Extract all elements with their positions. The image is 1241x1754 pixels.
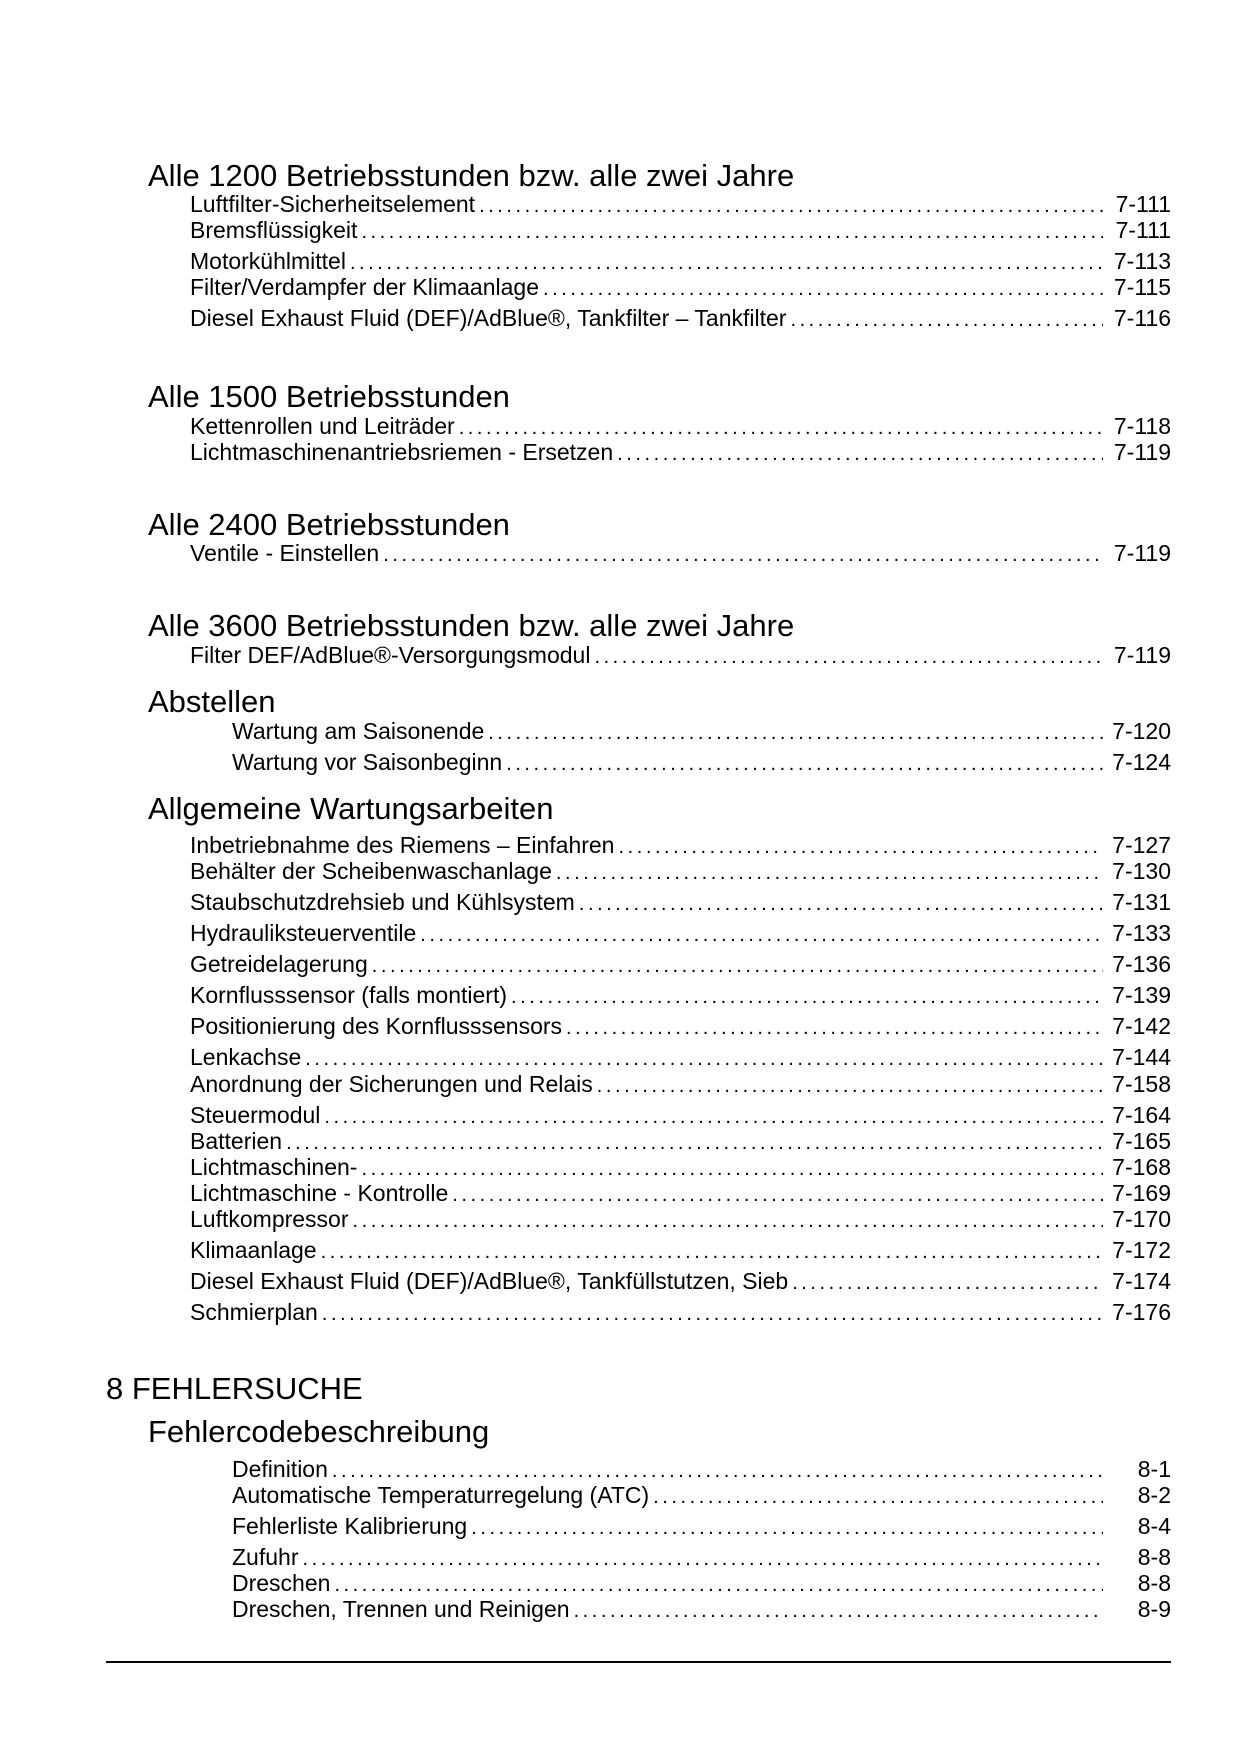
dot-leader — [566, 1014, 1103, 1042]
toc-entry-page: 7-142 — [1112, 1013, 1171, 1039]
toc-entry-page: 7-130 — [1112, 858, 1171, 884]
toc-entry-label: Fehlerliste Kalibrierung — [232, 1513, 468, 1539]
toc-entry-page: 7-118 — [1113, 413, 1171, 439]
toc-entry-page: 8-8 — [1137, 1570, 1171, 1596]
toc-entry[interactable] — [232, 717, 1171, 747]
dot-leader — [617, 440, 1103, 468]
dot-leader — [511, 983, 1103, 1011]
toc-entry-page: 8-9 — [1137, 1596, 1171, 1622]
toc-entry-label: Definition — [232, 1456, 328, 1482]
toc-entry[interactable] — [190, 1267, 1171, 1297]
toc-entry[interactable] — [190, 857, 1171, 887]
toc-entry-page: 7-136 — [1112, 951, 1171, 977]
dot-leader — [556, 859, 1103, 887]
toc-entry-page: 7-172 — [1112, 1237, 1171, 1263]
toc-entry[interactable] — [190, 981, 1171, 1011]
toc-entry-page: 7-113 — [1113, 248, 1171, 274]
toc-entry-page: 7-165 — [1112, 1128, 1171, 1154]
toc-entry[interactable] — [190, 919, 1171, 949]
toc-entry-label: Klimaanlage — [190, 1237, 317, 1263]
dot-leader — [322, 1300, 1103, 1328]
section-heading: Alle 2400 Betriebsstunden — [148, 507, 510, 542]
toc-entry-page: 7-119 — [1113, 540, 1171, 566]
toc-entry-page: 7-111 — [1115, 191, 1171, 217]
toc-entry-label: Ventile - Einstellen — [190, 540, 380, 566]
toc-entry-label: Batterien — [190, 1128, 283, 1154]
toc-entry-label: Dreschen — [232, 1570, 331, 1596]
toc-entry[interactable] — [190, 1043, 1171, 1073]
toc-entry-label: Schmierplan — [190, 1299, 318, 1325]
section-heading: Fehlercodebeschreibung — [148, 1414, 490, 1449]
toc-entry[interactable] — [190, 273, 1171, 303]
dot-leader — [471, 1514, 1103, 1542]
toc-entry-page: 7-127 — [1112, 832, 1171, 858]
toc-entry-page: 7-144 — [1112, 1044, 1171, 1070]
toc-entry-page: 7-124 — [1112, 749, 1171, 775]
section-heading: Allgemeine Wartungsarbeiten — [148, 791, 554, 826]
toc-entry-page: 8-4 — [1137, 1513, 1171, 1539]
toc-entry[interactable] — [190, 1236, 1171, 1266]
toc-entry[interactable] — [190, 539, 1171, 569]
toc-entry-label: Luftkompressor — [190, 1206, 349, 1232]
dot-leader — [653, 1483, 1103, 1511]
toc-entry-label: Zufuhr — [232, 1544, 299, 1570]
dot-leader — [594, 643, 1103, 671]
toc-entry-label: Motorkühlmittel — [190, 248, 346, 274]
toc-entry-page: 8-2 — [1137, 1482, 1171, 1508]
section-heading: Alle 3600 Betriebsstunden bzw. alle zwei Jahre — [148, 608, 795, 643]
dot-leader — [420, 921, 1103, 949]
dot-leader — [792, 1269, 1103, 1297]
chapter-heading: 8 FEHLERSUCHE — [106, 1371, 363, 1406]
toc-entry-label: Diesel Exhaust Fluid (DEF)/AdBlue®, Tankfilter – Tankfilter — [190, 305, 787, 331]
toc-entry-label: Bremsflüssigkeit — [190, 217, 358, 243]
toc-entry-label: Luftfilter-Sicherheitselement — [190, 191, 476, 217]
toc-entry-page: 7-174 — [1112, 1268, 1171, 1294]
toc-entry-label: Filter/Verdampfer der Klimaanlage — [190, 274, 539, 300]
section-heading: Alle 1200 Betriebsstunden bzw. alle zwei Jahre — [148, 158, 795, 193]
toc-entry-page: 7-158 — [1112, 1071, 1171, 1097]
toc-entry-page: 7-168 — [1112, 1154, 1171, 1180]
toc-entry[interactable] — [232, 1512, 1171, 1542]
toc-entry-label: Wartung vor Saisonbeginn — [232, 749, 503, 775]
toc-entry[interactable] — [190, 950, 1171, 980]
toc-entry[interactable] — [190, 304, 1171, 334]
dot-leader — [574, 1597, 1103, 1625]
toc-entry[interactable] — [190, 1298, 1171, 1328]
toc-entry-page: 7-170 — [1112, 1206, 1171, 1232]
toc-entry-label: Getreidelagerung — [190, 951, 368, 977]
toc-entry-label: Filter DEF/AdBlue®-Versorgungsmodul — [190, 642, 591, 668]
dot-leader — [321, 1238, 1103, 1266]
toc-entry-page: 7-169 — [1112, 1180, 1171, 1206]
toc-entry[interactable] — [190, 1012, 1171, 1042]
toc-entry[interactable] — [190, 438, 1171, 468]
toc-entry[interactable] — [190, 641, 1171, 671]
toc-entry-label: Dreschen, Trennen und Reinigen — [232, 1596, 570, 1622]
dot-leader — [506, 750, 1103, 778]
toc-entry-page: 7-116 — [1113, 305, 1171, 331]
toc-entry-page: 8-1 — [1137, 1456, 1171, 1482]
toc-entry[interactable] — [232, 1595, 1171, 1625]
toc-entry[interactable] — [232, 1481, 1171, 1511]
toc-entry-page: 7-139 — [1112, 982, 1171, 1008]
toc-entry[interactable] — [190, 1205, 1171, 1235]
toc-entry-label: Kornflusssensor (falls montiert) — [190, 982, 507, 1008]
toc-entry-page: 8-8 — [1137, 1544, 1171, 1570]
footer-rule — [106, 1661, 1171, 1663]
toc-entry-label: Automatische Temperaturregelung (ATC) — [232, 1482, 650, 1508]
dot-leader — [790, 306, 1103, 334]
dot-leader — [305, 1045, 1103, 1073]
toc-entry-page: 7-119 — [1113, 642, 1171, 668]
toc-entry-label: Positionierung des Kornflusssensors — [190, 1013, 563, 1039]
toc-entry-page: 7-119 — [1113, 439, 1171, 465]
toc-entry-label: Hydrauliksteuerventile — [190, 920, 417, 946]
dot-leader — [488, 719, 1103, 747]
dot-leader — [383, 541, 1103, 569]
toc-entry[interactable] — [190, 1070, 1171, 1100]
toc-entry-label: Lichtmaschine - Kontrolle — [190, 1180, 449, 1206]
toc-entry-label: Staubschutzdrehsieb und Kühlsystem — [190, 889, 575, 915]
section-heading: Alle 1500 Betriebsstunden — [148, 379, 510, 414]
toc-entry[interactable] — [190, 888, 1171, 918]
toc-entry-label: Kettenrollen und Leiträder — [190, 413, 455, 439]
dot-leader — [597, 1072, 1103, 1100]
toc-entry-label: Lenkachse — [190, 1044, 302, 1070]
toc-entry-page: 7-133 — [1112, 920, 1171, 946]
toc-entry-page: 7-111 — [1115, 217, 1171, 243]
toc-entry-label: Behälter der Scheibenwaschanlage — [190, 858, 552, 884]
toc-entry-label: Wartung am Saisonende — [232, 718, 485, 744]
dot-leader — [361, 218, 1103, 246]
toc-entry[interactable] — [232, 748, 1171, 778]
toc-entry-page: 7-131 — [1112, 889, 1171, 915]
toc-entry-page: 7-176 — [1112, 1299, 1171, 1325]
toc-entry-page: 7-164 — [1112, 1102, 1171, 1128]
dot-leader — [353, 1207, 1103, 1235]
toc-entry-label: Inbetriebnahme des Riemens – Einfahren — [190, 832, 615, 858]
toc-entry[interactable] — [190, 216, 1171, 246]
toc-entry-page: 7-120 — [1112, 718, 1171, 744]
section-heading: Abstellen — [148, 684, 276, 719]
dot-leader — [372, 952, 1103, 980]
toc-entry-label: Lichtmaschinen- — [190, 1154, 358, 1180]
toc-entry-label: Anordnung der Sicherungen und Relais — [190, 1071, 593, 1097]
dot-leader — [543, 275, 1103, 303]
dot-leader — [579, 890, 1103, 918]
toc-entry-page: 7-115 — [1113, 274, 1171, 300]
toc-entry-label: Steuermodul — [190, 1102, 321, 1128]
toc-entry-label: Lichtmaschinenantriebsriemen - Ersetzen — [190, 439, 614, 465]
toc-entry-label: Diesel Exhaust Fluid (DEF)/AdBlue®, Tankfüllstutzen, Sieb — [190, 1268, 789, 1294]
